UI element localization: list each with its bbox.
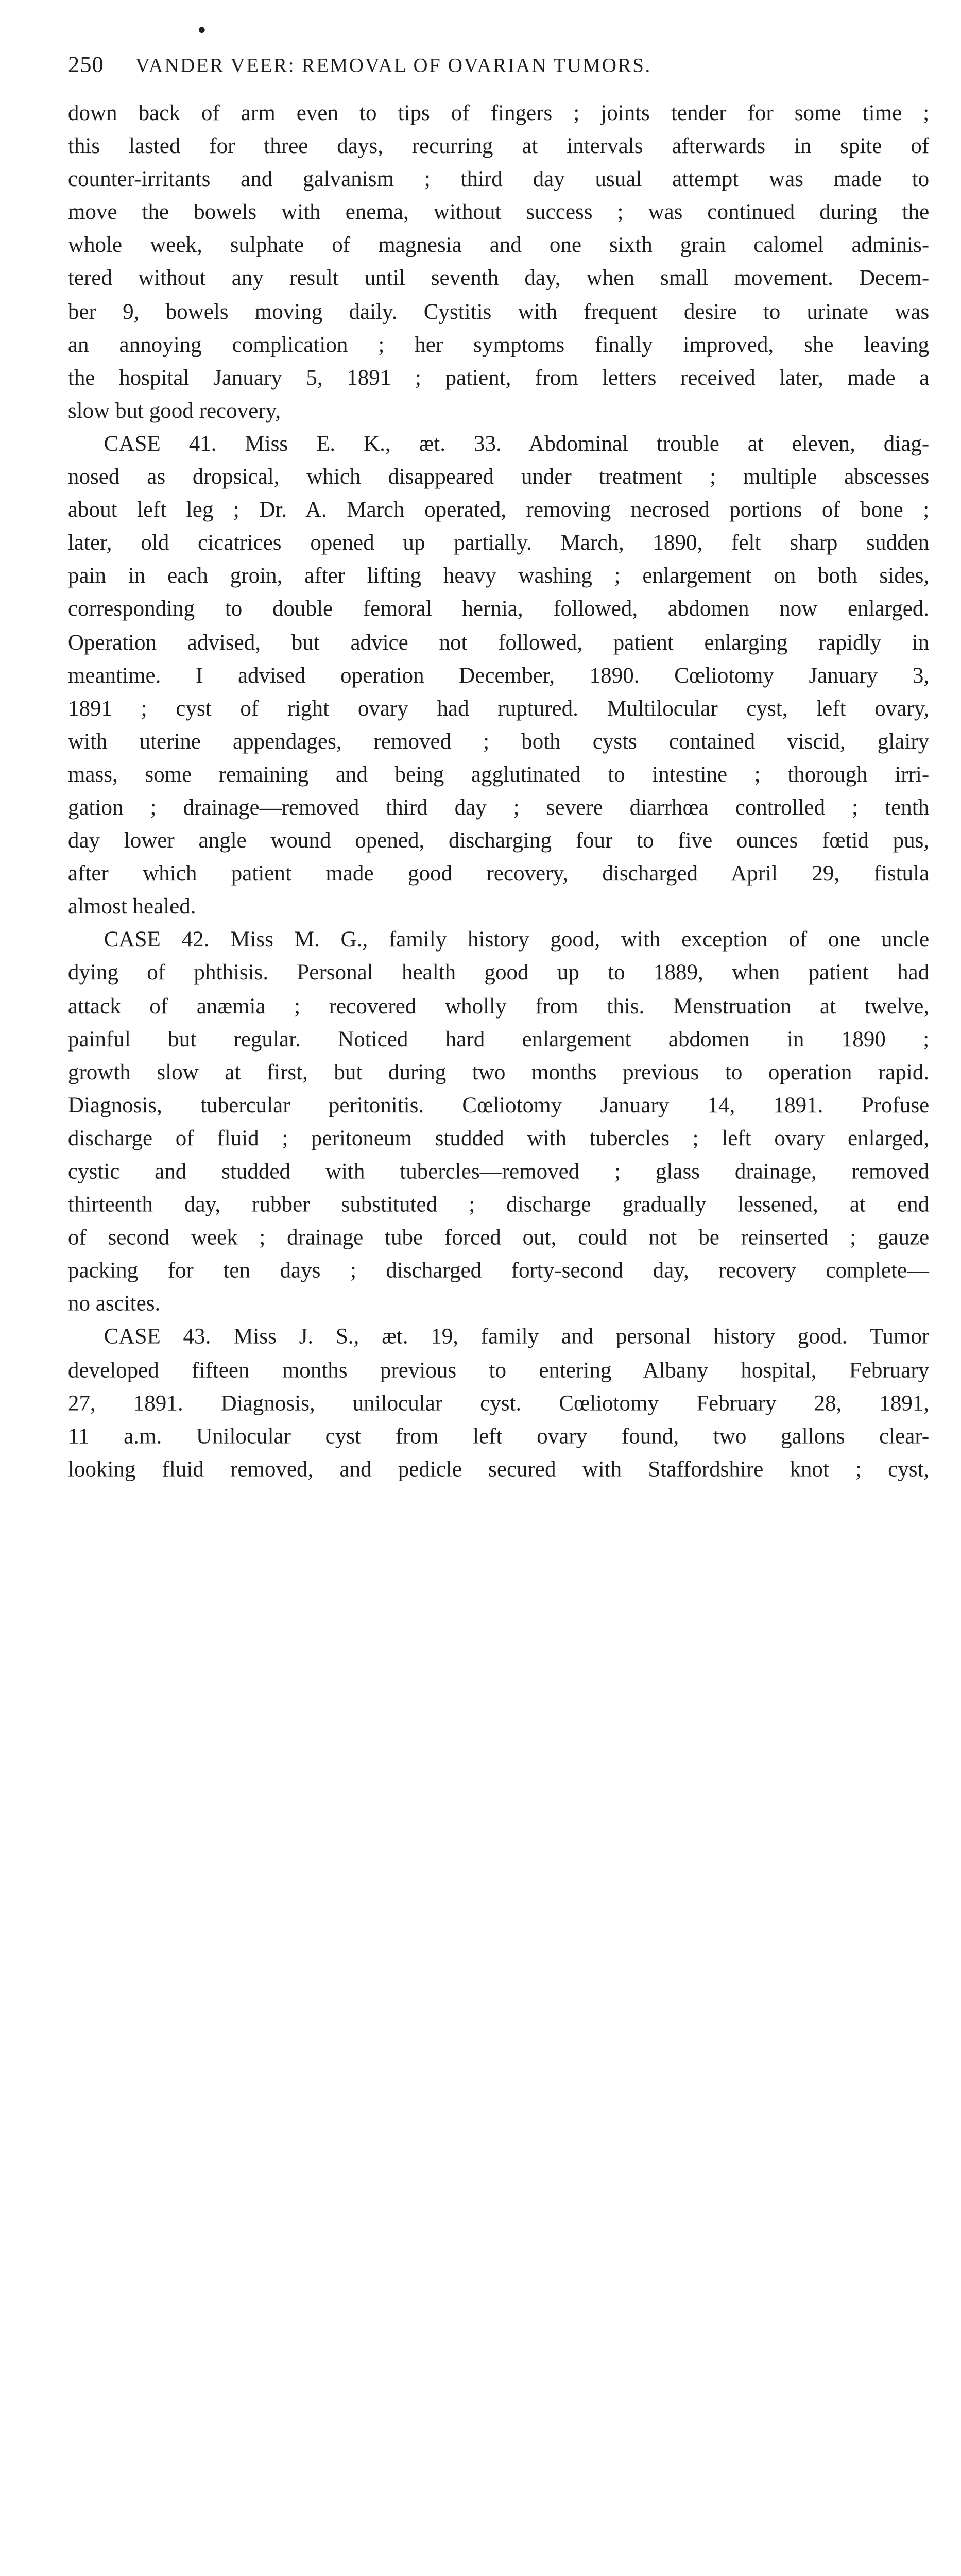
text-line: no ascites. — [67, 1291, 161, 1316]
text-line: painful but regular. Noticed hard enlargement abdomen in 1890 ; — [67, 1026, 930, 1052]
text-line: developed fifteen months previous to entering Albany hospital, February — [67, 1357, 930, 1382]
text-line: 11 a.m. Unilocular cyst from left ovary found, two gallons clear- — [67, 1423, 930, 1448]
text-line: packing for ten days ; discharged forty-second day, recovery complete— — [67, 1258, 930, 1283]
text-line: attack of anæmia ; recovered wholly from this. Menstruation at twelve, — [67, 993, 930, 1018]
text-line: Operation advised, but advice not followed, patient enlarging rapidly in — [67, 629, 930, 654]
text-line: tered without any result until seventh day, when small movement. Decem- — [67, 265, 930, 291]
text-line: the hospital January 5, 1891 ; patient, from letters received later, made a — [67, 364, 930, 390]
text-line: slow but good recovery, — [67, 397, 281, 423]
text-line: nosed as dropsical, which disappeared under treatment ; multiple abscesses — [67, 464, 930, 489]
text-line: cystic and studded with tubercles—removed ; glass drainage, removed — [67, 1158, 930, 1183]
text-line: Diagnosis, tubercular peritonitis. Cœliotomy January 14, 1891. Profuse — [67, 1092, 930, 1117]
body-text — [68, 96, 929, 1485]
running-title: VANDER VEER: REMOVAL OF OVARIAN TUMORS. — [135, 55, 651, 77]
text-line: ber 9, bowels moving daily. Cystitis with frequent desire to urinate was — [67, 298, 930, 324]
case-43-heading-line: CASE 43. Miss J. S., æt. 19, family and personal history good. Tumor — [104, 1324, 930, 1349]
text-line: with uterine appendages, removed ; both cysts contained viscid, glairy — [67, 728, 930, 754]
page-content — [68, 52, 929, 1485]
text-line: pain in each groin, after lifting heavy washing ; enlargement on both sides, — [67, 563, 930, 588]
text-line: whole week, sulphate of magnesia and one sixth grain calomel adminis- — [67, 232, 930, 258]
text-line: looking fluid removed, and pedicle secured with Staffordshire knot ; cyst, — [67, 1456, 930, 1481]
text-line: thirteenth day, rubber substituted ; discharge gradually lessened, at end — [67, 1191, 930, 1217]
text-line: move the bowels with enema, without success ; was continued during the — [67, 199, 930, 225]
text-line: 27, 1891. Diagnosis, unilocular cyst. Cœliotomy February 28, 1891, — [67, 1389, 930, 1415]
text-line: day lower angle wound opened, discharging four to five ounces fœtid pus, — [67, 827, 930, 853]
text-line: later, old cicatrices opened up partially. March, 1890, felt sharp sudden — [67, 530, 930, 555]
text-line: about left leg ; Dr. A. March operated, removing necrosed portions of bone ; — [67, 497, 930, 522]
text-line: counter-irritants and galvanism ; third day usual attempt was made to — [67, 166, 930, 191]
text-line: corresponding to double femoral hernia, followed, abdomen now enlarged. — [67, 596, 930, 621]
ink-speck — [199, 27, 205, 33]
case-42-heading-line: CASE 42. Miss M. G., family history good, with exception of one uncle — [104, 927, 930, 952]
text-line: almost healed. — [67, 893, 196, 919]
text-line: after which patient made good recovery, discharged April 29, fistula — [67, 860, 930, 886]
text-line: an annoying complication ; her symptoms finally improved, she leaving — [67, 331, 930, 357]
text-line: mass, some remaining and being agglutinated to intestine ; thorough irri- — [67, 761, 930, 787]
running-header — [68, 52, 929, 96]
text-line: 1891 ; cyst of right ovary had ruptured. Multilocular cyst, left ovary, — [67, 695, 930, 721]
text-line: discharge of fluid ; peritoneum studded with tubercles ; left ovary enlarged, — [67, 1125, 930, 1150]
text-line: this lasted for three days, recurring at intervals afterwards in spite of — [67, 133, 930, 158]
text-line: growth slow at first, but during two months previous to operation rapid. — [67, 1059, 930, 1084]
text-line: gation ; drainage—removed third day ; severe diarrhœa controlled ; tenth — [67, 794, 930, 820]
case-41-heading-line: CASE 41. Miss E. K., æt. 33. Abdominal trouble at eleven, diag- — [104, 431, 930, 456]
page-number: 250 — [67, 52, 104, 77]
text-line: meantime. I advised operation December, 1890. Cœliotomy January 3, — [67, 662, 930, 687]
text-line: of second week ; drainage tube forced out, could not be reinserted ; gauze — [67, 1224, 930, 1250]
text-line: dying of phthisis. Personal health good up to 1889, when patient had — [67, 960, 930, 985]
text-line: down back of arm even to tips of fingers ; joints tender for some time ; — [67, 100, 930, 125]
